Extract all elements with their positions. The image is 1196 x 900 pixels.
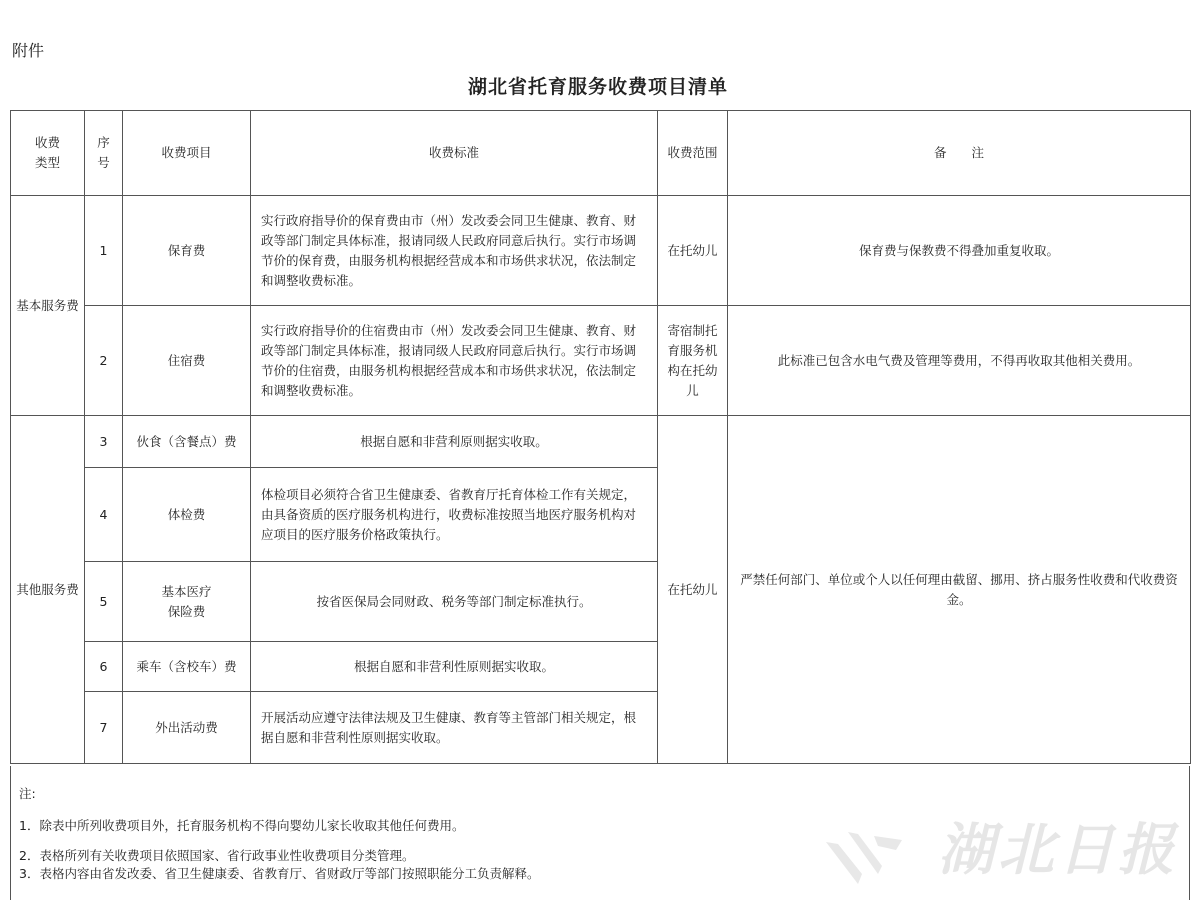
fee-table: [10, 110, 1191, 764]
row-item: 体检费: [123, 468, 251, 562]
row-seq: 3: [85, 416, 123, 468]
header-standard: 收费标准: [251, 111, 658, 196]
row-standard: 按省医保局会同财政、税务等部门制定标准执行。: [251, 562, 658, 642]
row-item: 外出活动费: [123, 692, 251, 764]
document-title: 湖北省托育服务收费项目清单: [467, 76, 728, 98]
row-standard: 根据自愿和非营利原则据实收取。: [251, 416, 658, 468]
row-seq: 6: [85, 642, 123, 692]
row-standard: 根据自愿和非营利性原则据实收取。: [251, 642, 658, 692]
note-item: 3．表格内容由省发改委、省卫生健康委、省教育厅、省财政厅等部门按照职能分工负责解释。: [19, 866, 540, 881]
header-seq: 序 号: [85, 111, 123, 196]
row-item: 基本医疗 保险费: [123, 562, 251, 642]
row-seq: 2: [85, 306, 123, 416]
table-row: [11, 306, 1191, 416]
row-seq: 7: [85, 692, 123, 764]
header-remark: 备 注: [728, 111, 1191, 196]
row-item: 伙食（含餐点）费: [123, 416, 251, 468]
note-item: 1．除表中所列收费项目外，托育服务机构不得向婴幼儿家长收取其他任何费用。: [19, 818, 465, 833]
table-row: [11, 196, 1191, 306]
row-scope: 寄宿制托育服务机构在托幼儿: [658, 306, 728, 416]
header-type: 收费 类型: [11, 111, 85, 196]
row-standard: 开展活动应遵守法律法规及卫生健康、教育等主管部门相关规定，根据自愿和非营利性原则据实收取。: [251, 692, 658, 764]
group-basic: 基本服务费: [11, 196, 85, 416]
attachment-label: 附件: [12, 41, 45, 60]
other-scope: 在托幼儿: [658, 416, 728, 764]
row-seq: 5: [85, 562, 123, 642]
row-seq: 4: [85, 468, 123, 562]
row-seq: 1: [85, 196, 123, 306]
header-row: [11, 111, 1191, 196]
table-row: [11, 416, 1191, 468]
row-scope: 在托幼儿: [658, 196, 728, 306]
header-scope: 收费范围: [658, 111, 728, 196]
notes-label: 注:: [19, 786, 36, 801]
row-remark: 保育费与保教费不得叠加重复收取。: [728, 196, 1191, 306]
note-item: 2．表格所列有关收费项目依照国家、省行政事业性收费项目分类管理。: [19, 848, 415, 863]
row-item: 乘车（含校车）费: [123, 642, 251, 692]
row-standard: 体检项目必须符合省卫生健康委、省教育厅托育体检工作有关规定，由具备资质的医疗服务机构进行，收费标准按照当地医疗服务机构对应项目的医疗服务价格政策执行。: [251, 468, 658, 562]
row-standard: 实行政府指导价的保育费由市（州）发改委会同卫生健康、教育、财政等部门制定具体标准，报请同级人民政府同意后执行。实行市场调节价的保育费，由服务机构根据经营成本和市场供求状况，依法制定和调整收费标准。: [251, 196, 658, 306]
row-remark: 此标准已包含水电气费及管理等费用，不得再收取其他相关费用。: [728, 306, 1191, 416]
group-other: 其他服务费: [11, 416, 85, 764]
watermark: 湖北日报: [938, 818, 1178, 883]
header-item: 收费项目: [123, 111, 251, 196]
row-standard: 实行政府指导价的住宿费由市（州）发改委会同卫生健康、教育、财政等部门制定具体标准，报请同级人民政府同意后执行。实行市场调节价的住宿费，由服务机构根据经营成本和市场供求状况，依法制定和调整收费标准。: [251, 306, 658, 416]
other-remark: 严禁任何部门、单位或个人以任何理由截留、挪用、挤占服务性收费和代收费资金。: [728, 416, 1191, 764]
row-item: 保育费: [123, 196, 251, 306]
row-item: 住宿费: [123, 306, 251, 416]
newspaper-logo-icon: [818, 822, 908, 892]
